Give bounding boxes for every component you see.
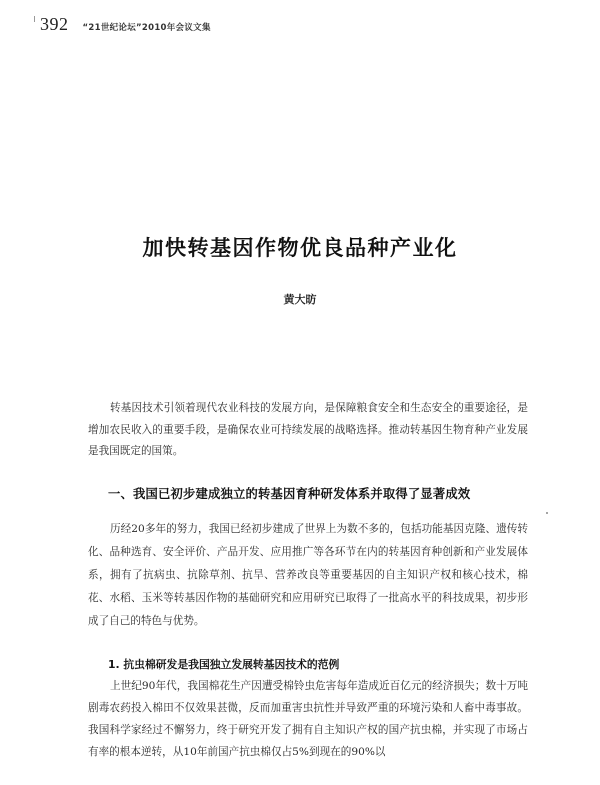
running-head (40, 14, 211, 35)
subsection-1-paragraph: 上世纪90年代，我国棉花生产因遭受棉铃虫危害每年造成近百亿元的经济损失；数十万吨剧毒农药投入棉田不仅效果甚微，反而加重害虫抗性并导致严重的环境污染和人畜中毒事故。我国科学家经过不懈努力，终于研究开发了拥有自主知识产权的国产抗虫棉，并实现了市场占有率的根本逆转，从10年前国产抗虫棉仅占5%到现在的90%以 (88, 680, 528, 758)
section-1-paragraph: 历经20多年的努力，我国已经初步建成了世界上为数不多的，包括功能基因克隆、遗传转化、品种选育、安全评价、产品开发、应用推广等各环节在内的转基因育种创新和产业发展体系，拥有了抗病虫、抗除草剂、抗旱、营养改良等重要基因的自主知识产权和核心技术，棉花、水稻、玉米等转基因作物的基础研究和应用研究已取得了一批高水平的科技成果，初步形成了自己的特色与优势。 (88, 523, 528, 627)
subsection-heading-1: 1. 抗虫棉研发是我国独立发展转基因技术的范例 (108, 658, 340, 671)
section-heading-1: 一、我国已初步建成独立的转基因育种研发体系并取得了显著成效 (108, 487, 471, 501)
article-title: 加快转基因作物优良品种产业化 (142, 236, 458, 260)
abstract-paragraph: 转基因技术引领着现代农业科技的发展方向，是保障粮食安全和生态安全的重要途径，是增加农民收入的重要手段，是确保农业可持续发展的战略选择。推动转基因生物育种产业发展是我国既定的国策。 (88, 402, 528, 457)
scan-speck (34, 16, 35, 22)
page-number: 392 (40, 14, 69, 34)
scan-speck (546, 512, 548, 514)
article-author: 黄大昉 (283, 293, 317, 306)
series-title: “21世纪论坛”2010年会议文集 (82, 23, 211, 33)
